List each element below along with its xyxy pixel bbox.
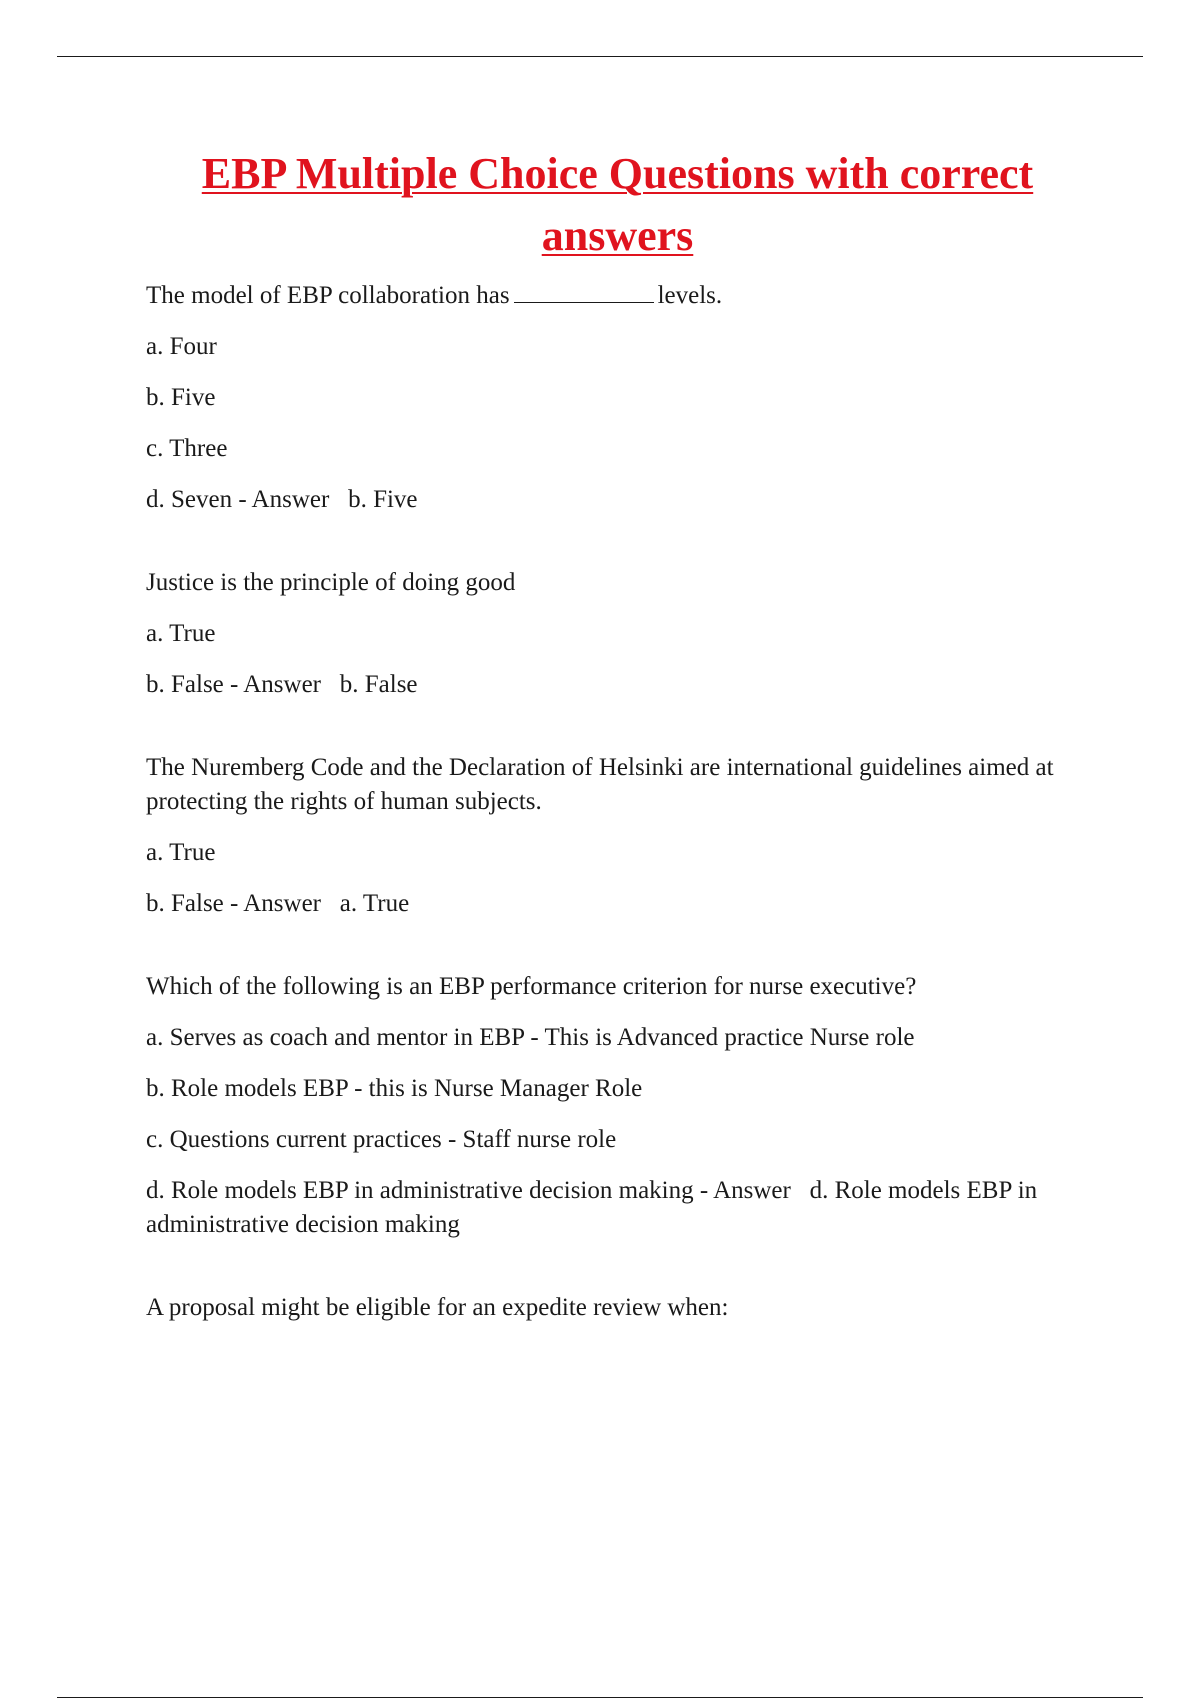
answer-label: - Answer (223, 671, 321, 698)
option-label: b. False (146, 671, 224, 698)
answer-label: - Answer (223, 890, 321, 917)
question-3 (146, 751, 1086, 921)
option-label: d. Role models EBP in administrative decision making (146, 1177, 694, 1204)
answer-label: - Answer (693, 1177, 791, 1204)
question-text-start: The model of EBP collaboration has (146, 282, 510, 309)
fill-in-blank (514, 278, 654, 303)
question-text-end: levels. (657, 282, 723, 309)
question-1 (146, 278, 1086, 517)
question-text (146, 278, 1086, 313)
bottom-rule (57, 1697, 1143, 1698)
option: b. Five (146, 384, 216, 411)
question-5 (146, 1291, 1086, 1325)
option: a. True (146, 620, 216, 647)
option: c. Questions current practices - Staff nurse role (146, 1126, 617, 1153)
answer-label: - Answer (232, 486, 330, 513)
option-with-answer (146, 668, 1086, 702)
question-text: Justice is the principle of doing good (146, 569, 516, 596)
option: b. Role models EBP - this is Nurse Manager Role (146, 1075, 643, 1102)
top-rule (57, 56, 1143, 57)
question-list (146, 278, 1086, 1342)
option-label: b. False (146, 890, 224, 917)
question-2 (146, 566, 1086, 702)
option-with-answer (146, 1174, 1086, 1242)
option: a. Serves as coach and mentor in EBP - This is Advanced practice Nurse role (146, 1024, 915, 1051)
option: c. Three (146, 435, 228, 462)
correct-answer: b. False (339, 671, 418, 698)
option-with-answer (146, 483, 1086, 517)
option-with-answer (146, 887, 1086, 921)
correct-answer: a. True (339, 890, 410, 917)
option: a. True (146, 839, 216, 866)
question-text: The Nuremberg Code and the Declaration of Helsinki are international guidelines aimed at protecting the rights of human subjects. (146, 754, 1054, 815)
question-4 (146, 970, 1086, 1242)
correct-answer: d. Role models EBP in administrative decision making (146, 1177, 1038, 1238)
question-text: A proposal might be eligible for an expedite review when: (146, 1294, 729, 1321)
option-label: d. Seven (146, 486, 233, 513)
correct-answer: b. Five (348, 486, 418, 513)
document-title: EBP Multiple Choice Questions with correct answers (201, 149, 1034, 260)
option: a. Four (146, 333, 217, 360)
question-text: Which of the following is an EBP performance criterion for nurse executive? (146, 973, 917, 1000)
